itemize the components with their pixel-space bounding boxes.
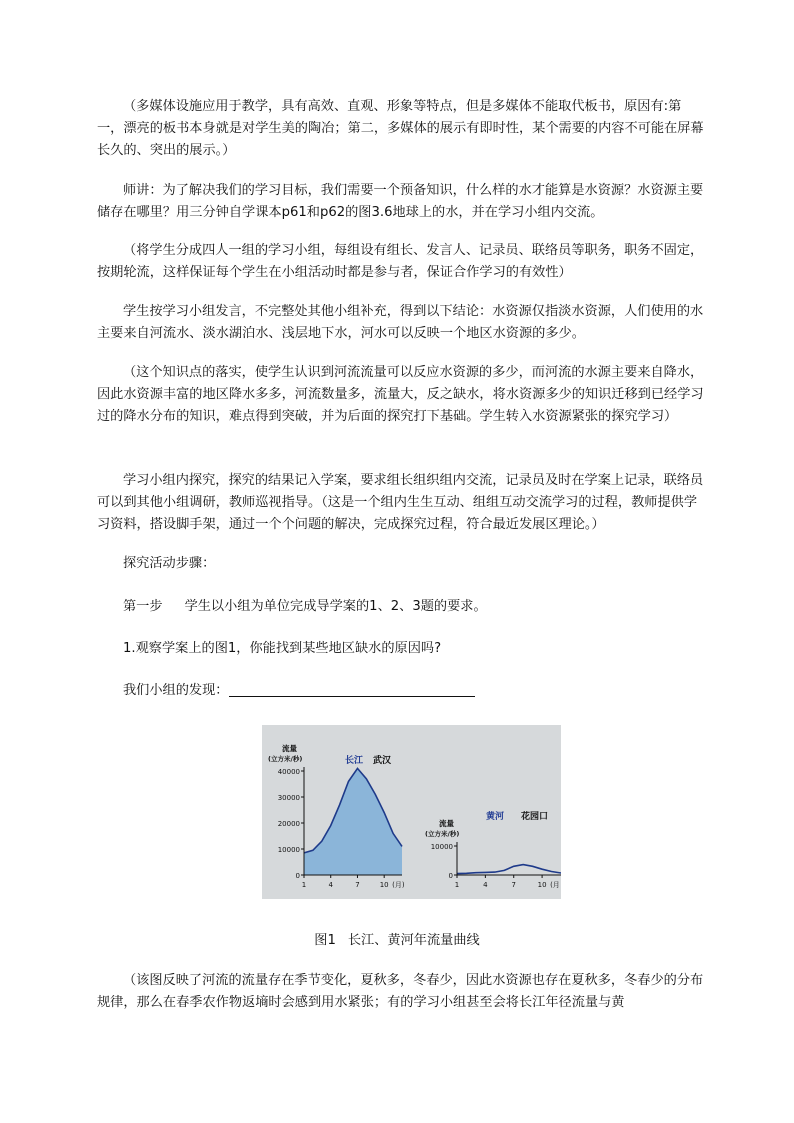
paragraph-teacher-talk: 师讲：为了解决我们的学习目标，我们需要一个预备知识，什么样的水才能算是水资源？水资源主要储存在哪里？用三分钟自学课本p61和p62的图3.6地球上的水，并在学习小组内交流。 xyxy=(97,183,704,220)
changjiang-y-tick-label: 40000 xyxy=(277,768,300,776)
finding-line xyxy=(123,680,475,702)
paragraph-figure-analysis: （该图反映了河流的流量存在季节变化，夏秋多，冬春少，因此水资源也存在夏秋多，冬春少的分布规律，那么在春季农作物返墒时会感到用水紧张；有的学习小组甚至会将长江年径流量与黄 xyxy=(97,973,704,1010)
finding-label: 我们小组的发现： xyxy=(123,683,229,698)
changjiang-y-unit: (立方米/秒) xyxy=(268,755,303,763)
paragraph-student-conclusion: 学生按学习小组发言，不完整处其他小组补充，得到以下结论：水资源仅指淡水资源，人们使用的水主要来自河流水、淡水湖泊水、浅层地下水，河水可以反映一个地区水资源的多少。 xyxy=(97,304,704,341)
huanghe-x-tick-label: 4 xyxy=(483,881,488,889)
figure-caption-label: 图1 xyxy=(314,933,336,948)
huanghe-y-label: 流量 xyxy=(439,819,454,828)
changjiang-y-tick-label: 30000 xyxy=(277,794,300,802)
finding-blank[interactable] xyxy=(229,682,475,697)
river-flow-chart xyxy=(262,725,561,899)
question-one: 1.观察学案上的图1，你能找到某些地区缺水的原因吗? xyxy=(123,641,442,656)
huanghe-y-tick-label: 10000 xyxy=(430,843,453,851)
huanghe-x-tick-label: 1 xyxy=(454,881,460,889)
paragraph-grouping-note: （将学生分成四人一组的学习小组，每组设有组长、发言人、记录员、联络员等职务，职务不固定，按期轮流，这样保证每个学生在小组活动时都是参与者，保证合作学习的有效性） xyxy=(97,243,704,280)
huanghe-x-tick-label: 7 xyxy=(511,881,516,889)
changjiang-y-tick-label: 10000 xyxy=(277,846,300,854)
changjiang-y-label: 流量 xyxy=(282,744,297,753)
changjiang-x-unit: (月) xyxy=(392,881,405,889)
changjiang-x-tick-label: 7 xyxy=(355,881,360,889)
steps-title: 探究活动步骤： xyxy=(123,556,216,571)
figure-caption-text: 长江、黄河年流量曲线 xyxy=(347,933,480,948)
huanghe-y-tick-label: 0 xyxy=(448,872,453,880)
step-one xyxy=(123,596,487,618)
huanghe-station-name: 花园口 xyxy=(521,812,549,822)
step-one-text: 学生以小组为单位完成导学案的1、2、3题的要求。 xyxy=(184,599,487,614)
changjiang-y-tick-label: 20000 xyxy=(277,820,300,828)
huanghe-x-unit: (月 xyxy=(550,881,560,889)
paragraph-knowledge-note: （这个知识点的落实，使学生认识到河流流量可以反应水资源的多少，而河流的水源主要来自降水，因此水资源丰富的地区降水多多，河流数量多，流量大，反之缺水，将水资源多少的知识迁移到已经学习过的降水分布的知识，难点得到突破，并为后面的探究打下基础。学生转入水资源紧张的探究学习） xyxy=(97,365,704,424)
changjiang-x-tick-label: 1 xyxy=(301,881,307,889)
step-one-label: 第一步 xyxy=(123,599,163,614)
huanghe-y-unit: (立方米/秒) xyxy=(425,830,460,838)
changjiang-river-name: 长江 xyxy=(345,756,364,766)
changjiang-station-name: 武汉 xyxy=(373,756,392,766)
figure-caption xyxy=(0,930,794,952)
huanghe-x-tick-label: 10 xyxy=(537,881,547,889)
river-flow-figure xyxy=(262,725,561,899)
huanghe-river-name: 黄河 xyxy=(486,812,505,822)
paragraph-multimedia-note: （多媒体设施应用于教学，具有高效、直观、形象等特点，但是多媒体不能取代板书，原因有:第一，漂亮的板书本身就是对学生美的陶冶；第二，多媒体的展示有即时性，某个需要的内容不可能在屏幕长久的、突出的展示。） xyxy=(97,99,704,158)
changjiang-x-tick-label: 4 xyxy=(328,881,333,889)
changjiang-x-tick-label: 10 xyxy=(379,881,389,889)
paragraph-group-inquiry: 学习小组内探究，探究的结果记入学案，要求组长组织组内交流，记录员及时在学案上记录，联络员可以到其他小组调研，教师巡视指导。（这是一个组内生生互动、组组互动交流学习的过程，教师提供学习资料，搭设脚手架，通过一个个问题的解决，完成探究过程，符合最近发展区理论。） xyxy=(97,473,704,532)
changjiang-y-tick-label: 0 xyxy=(295,872,300,880)
